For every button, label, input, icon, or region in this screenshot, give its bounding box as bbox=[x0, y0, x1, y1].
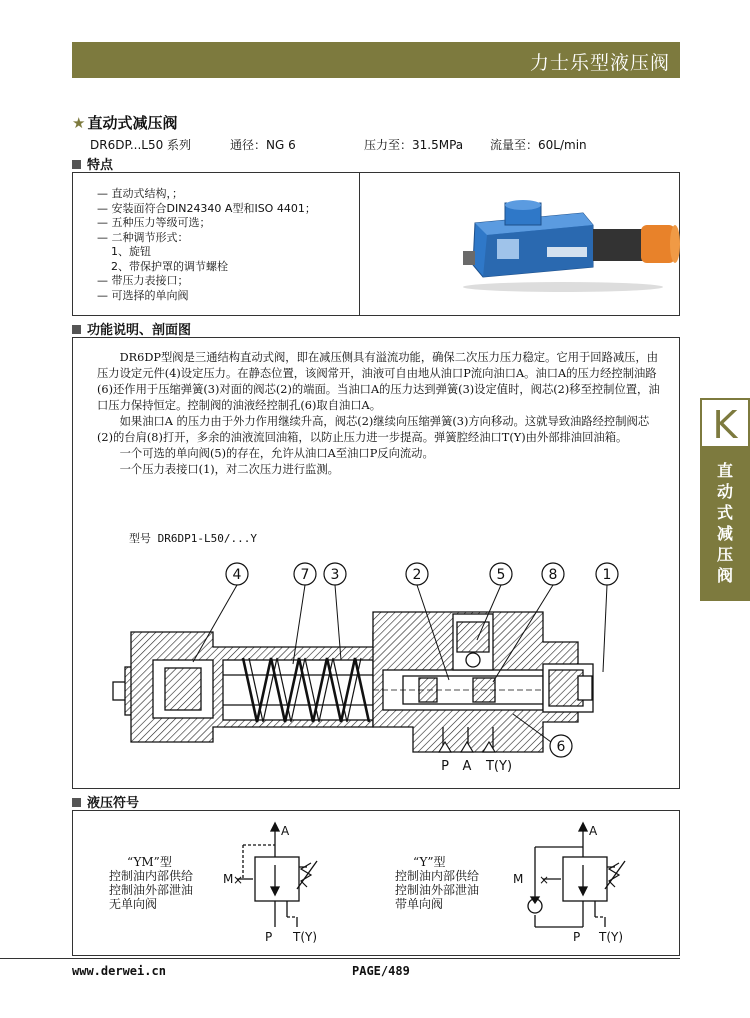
symbol-ym-diagram bbox=[213, 817, 353, 947]
port-t-label: T(Y) bbox=[599, 930, 624, 944]
port-t-label: T(Y) bbox=[485, 759, 513, 774]
star-icon: ★ bbox=[72, 114, 86, 132]
feature-item: — 五种压力等级可选； bbox=[97, 216, 211, 229]
footer-divider bbox=[0, 958, 680, 959]
function-paragraph: 一个可选的单向阀(5)的存在，允许从油口A至油口P反向流动。 bbox=[119, 447, 434, 460]
valve-photo bbox=[453, 195, 683, 295]
symbol-y-diagram bbox=[501, 817, 651, 947]
port-m-label: M bbox=[223, 872, 234, 886]
port-p-label: P bbox=[441, 759, 449, 774]
section-tab-letter: K bbox=[700, 398, 750, 448]
section-heading-symbols: 液压符号 bbox=[72, 792, 139, 811]
section-tab[interactable] bbox=[700, 398, 750, 601]
section-heading-features: 特点 bbox=[72, 154, 113, 173]
callout-8: 8 bbox=[548, 567, 558, 583]
header-title: 力士乐型液压阀 bbox=[529, 52, 670, 74]
function-paragraph: DR6DP型阀是三通结构直动式阀，即在减压侧具有溢流功能，确保二次压力压力稳定。它用于回路减压，由压力设定元件(4)设定压力。在静态位置，该阀常开，油液可自由地从油口P流向油口A。油口A的压力经控制油路(6)还作用于压缩弹簧(3)对面的阀芯(2)的端面。当油口A的压力达到弹簧(3)设定值时，阀芯(2)移至控制位置，油口压力保持恒定。控制阀的油液经控制孔(6)取自油口A。 bbox=[97, 351, 660, 412]
port-m-label: M bbox=[513, 872, 524, 886]
page-number: PAGE/489 bbox=[352, 964, 410, 978]
port-a-label: A bbox=[281, 824, 290, 838]
function-description bbox=[97, 350, 663, 478]
port-p-label: P bbox=[573, 930, 581, 944]
spec-bore: 通径：NG 6 bbox=[230, 138, 296, 152]
callout-4: 4 bbox=[232, 567, 242, 583]
product-title: ★ 直动式减压阀 bbox=[72, 114, 178, 132]
section-tab-label: 直 动 式 减 压 阀 bbox=[716, 461, 733, 585]
feature-item: — 直动式结构，； bbox=[97, 187, 183, 200]
feature-item: — 可选择的单向阀 bbox=[97, 288, 189, 302]
symbol-ym-description: “YM”型 控制油内部供给 控制油外部泄油 无单向阀 bbox=[109, 855, 194, 911]
callout-3: 3 bbox=[330, 567, 340, 583]
spec-flow: 流量至：60L/min bbox=[490, 138, 587, 152]
callout-5: 5 bbox=[496, 567, 506, 583]
symbols-box bbox=[72, 810, 680, 956]
features-divider bbox=[359, 173, 360, 315]
spec-series: DR6DP...L50 系列 bbox=[90, 138, 192, 152]
feature-list bbox=[97, 187, 316, 303]
function-paragraph: 一个压力表接口(1)，对二次压力进行监测。 bbox=[119, 463, 339, 476]
features-box bbox=[72, 172, 680, 316]
footer-url-link[interactable]: www.derwei.cn bbox=[72, 964, 166, 978]
svg-text:×: × bbox=[539, 873, 550, 887]
feature-item: — 带压力表接口； bbox=[97, 274, 189, 287]
port-a-label: A bbox=[589, 824, 598, 838]
symbol-y-description: “Y”型 控制油内部供给 控制油外部泄油 带单向阀 bbox=[395, 855, 480, 911]
callout-6: 6 bbox=[556, 739, 566, 755]
port-a-label: A bbox=[462, 759, 472, 774]
function-paragraph: 如果油口A 的压力由于外力作用继续升高，阀芯(2)继续向压缩弹簧(3)方向移动。这就导致油路经控制阀芯(2)的台肩(8)打开，多余的油液流回油箱，以防止压力进一步提高。弹簧腔经油口T(Y)由外部排油回油箱。 bbox=[97, 415, 650, 444]
feature-item: — 安装面符合DIN24340 A型和ISO 4401； bbox=[97, 201, 316, 215]
svg-text:×: × bbox=[233, 873, 244, 887]
function-box bbox=[72, 337, 680, 789]
section-heading-function: 功能说明、剖面图 bbox=[72, 319, 191, 338]
callout-2: 2 bbox=[412, 567, 422, 583]
product-specs bbox=[90, 136, 650, 152]
port-t-label: T(Y) bbox=[293, 930, 318, 944]
valve-cross-section bbox=[73, 552, 679, 788]
model-label: 型号 DR6DP1-L50/...Y bbox=[129, 532, 257, 545]
feature-item: — 二种调节形式： bbox=[97, 230, 189, 244]
header-bar bbox=[72, 42, 680, 78]
callout-1: 1 bbox=[602, 567, 612, 583]
feature-item: 1、旋钮 bbox=[111, 245, 151, 258]
spec-pressure: 压力至：31.5MPa bbox=[364, 138, 464, 152]
feature-item: 2、带保护罩的调节螺栓 bbox=[111, 259, 228, 273]
port-p-label: P bbox=[265, 930, 273, 944]
callout-7: 7 bbox=[300, 567, 310, 583]
